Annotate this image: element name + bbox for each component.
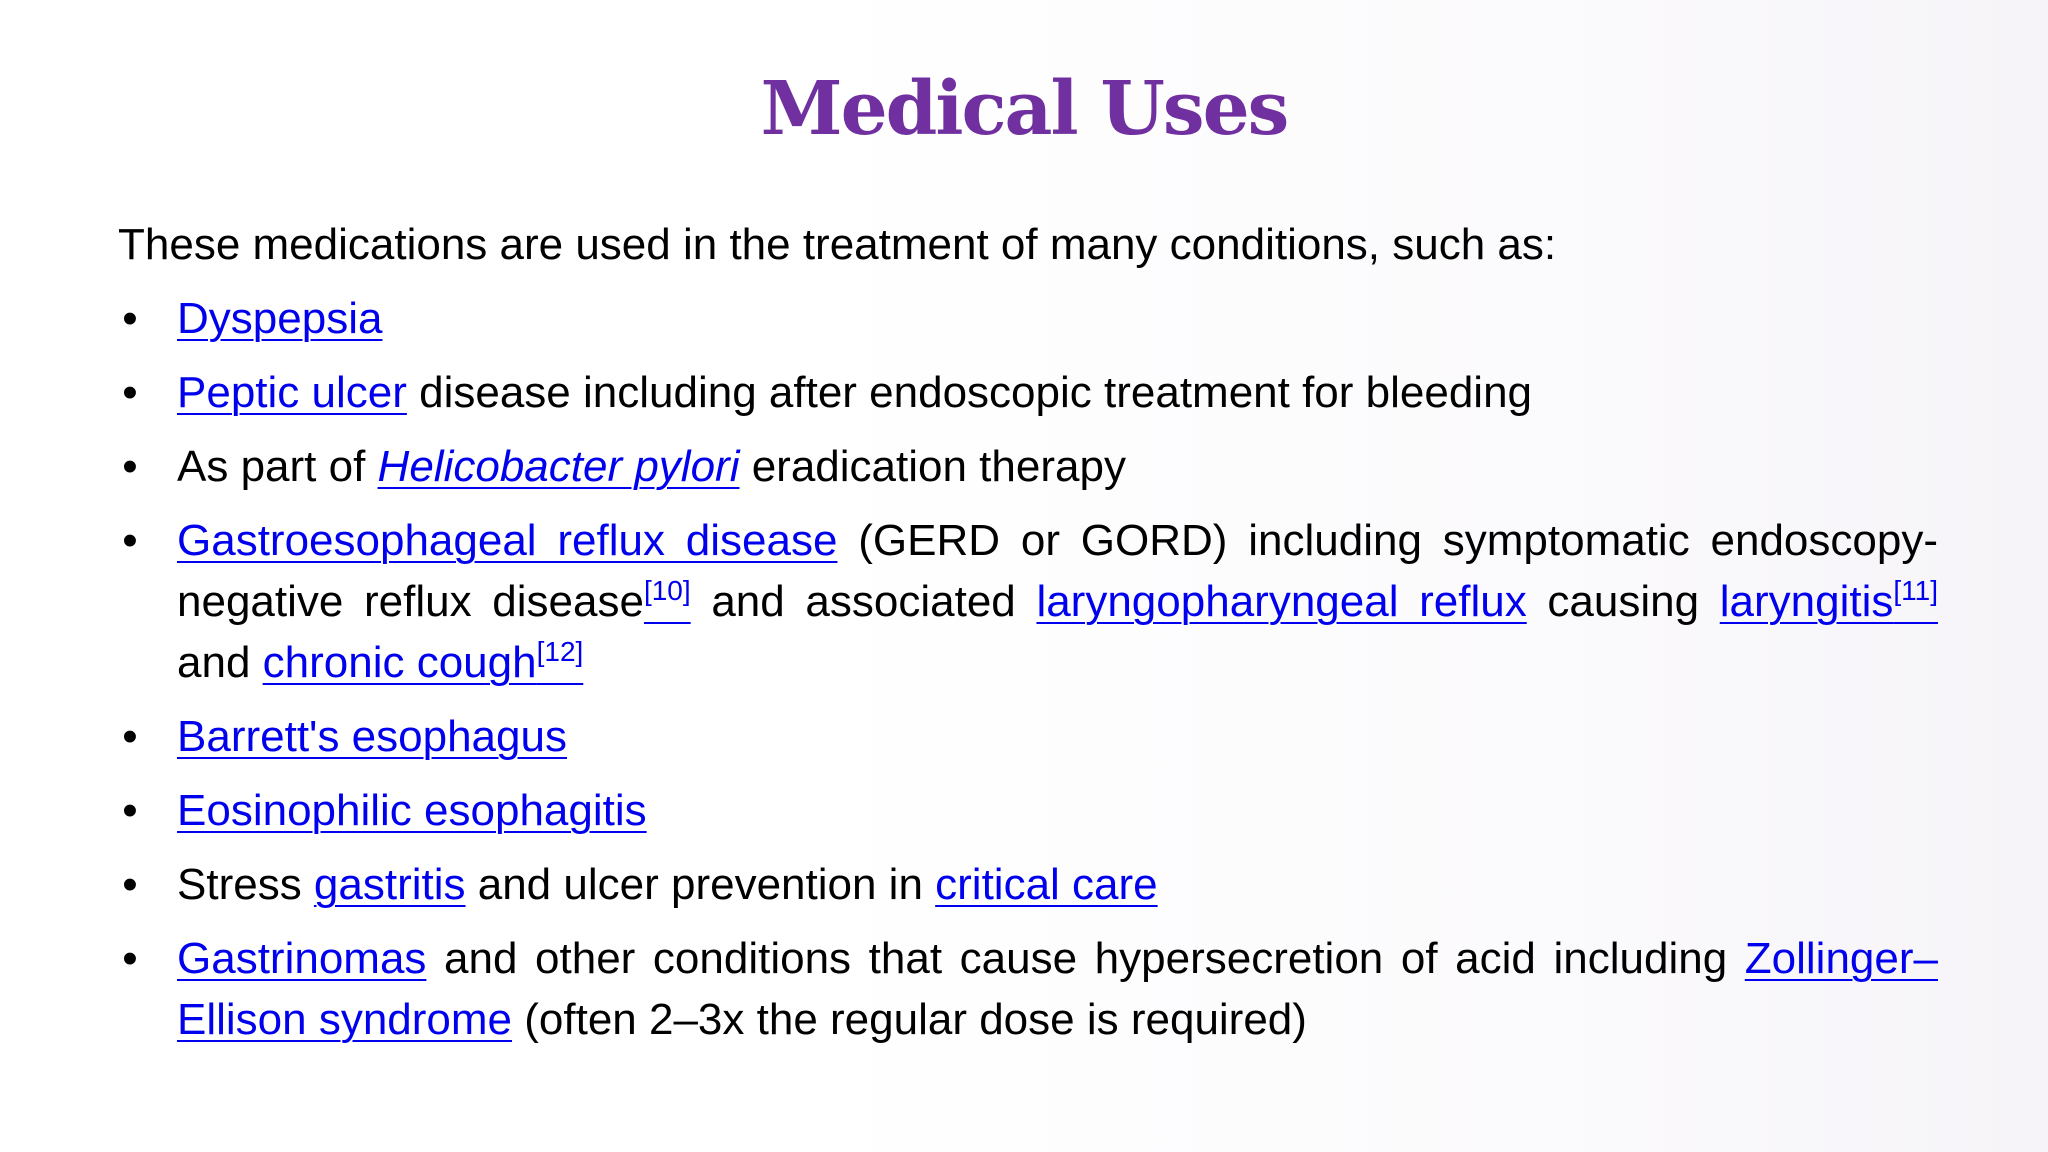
- item-text: Stress: [177, 860, 314, 909]
- link-barretts-esophagus[interactable]: Barrett's esophagus: [177, 712, 567, 761]
- item-text: and ulcer prevention in: [465, 860, 936, 909]
- list-item-dyspepsia: [118, 288, 1938, 349]
- item-text: disease including after endoscopic treatment for bleeding: [406, 368, 1533, 417]
- link-eosinophilic-esophagitis[interactable]: Eosinophilic esophagitis: [177, 786, 647, 835]
- link-dyspepsia[interactable]: Dyspepsia: [177, 294, 383, 343]
- item-text: (GERD or GORD) including symptomatic endoscopy-negative reflux disease: [177, 516, 1938, 626]
- bullet: •: [122, 442, 138, 491]
- slide-title: Medical Uses: [760, 66, 1288, 152]
- link-gastritis[interactable]: gastritis: [313, 860, 466, 909]
- citation-11: [11]: [1893, 575, 1938, 606]
- list-item-peptic-ulcer: [118, 362, 1938, 423]
- link-critical-care[interactable]: critical care: [935, 860, 1158, 909]
- bullet: •: [122, 516, 138, 565]
- bullet: •: [122, 786, 138, 835]
- bullet: •: [122, 934, 138, 983]
- bullet: •: [122, 860, 138, 909]
- list-item-stress-gastritis: [118, 854, 1938, 915]
- link-chronic-cough[interactable]: chronic cough[12]: [262, 636, 584, 687]
- item-text: (often 2–3x the regular dose is required): [512, 995, 1307, 1044]
- citation-10[interactable]: [10]: [643, 575, 691, 606]
- conditions-list: [118, 288, 1938, 1050]
- link-gastrinomas[interactable]: Gastrinomas: [177, 934, 427, 983]
- link-zollinger-ellison-syndrome[interactable]: Zollinger–Ellison syndrome: [177, 934, 1938, 1044]
- link-laryngitis[interactable]: laryngitis[11]: [1719, 575, 1938, 626]
- list-item-gerd: [118, 510, 1938, 693]
- bullet: •: [122, 294, 138, 343]
- list-item-gastrinomas: [118, 928, 1938, 1050]
- link-gerd[interactable]: Gastroesophageal reflux disease: [177, 516, 838, 565]
- list-item-h-pylori: [118, 436, 1938, 497]
- slide-body: [118, 214, 1938, 1063]
- item-text: eradication therapy: [739, 442, 1126, 491]
- link-helicobacter-pylori[interactable]: Helicobacter pylori: [377, 442, 740, 491]
- bullet: •: [122, 712, 138, 761]
- intro-text: These medications are used in the treatment of many conditions, such as:: [118, 220, 1557, 269]
- item-text: and: [177, 638, 263, 687]
- link-laryngopharyngeal-reflux[interactable]: laryngopharyngeal reflux: [1036, 577, 1527, 626]
- link-peptic-ulcer[interactable]: Peptic ulcer: [177, 368, 407, 417]
- item-text: As part of: [177, 442, 378, 491]
- list-item-eosinophilic: [118, 780, 1938, 841]
- citation-12: [12]: [536, 636, 584, 667]
- item-text: and associated: [690, 577, 1037, 626]
- item-text: and other conditions that cause hypersecretion of acid including: [426, 934, 1745, 983]
- item-text: causing: [1526, 577, 1720, 626]
- bullet: •: [122, 368, 138, 417]
- list-item-barretts: [118, 706, 1938, 767]
